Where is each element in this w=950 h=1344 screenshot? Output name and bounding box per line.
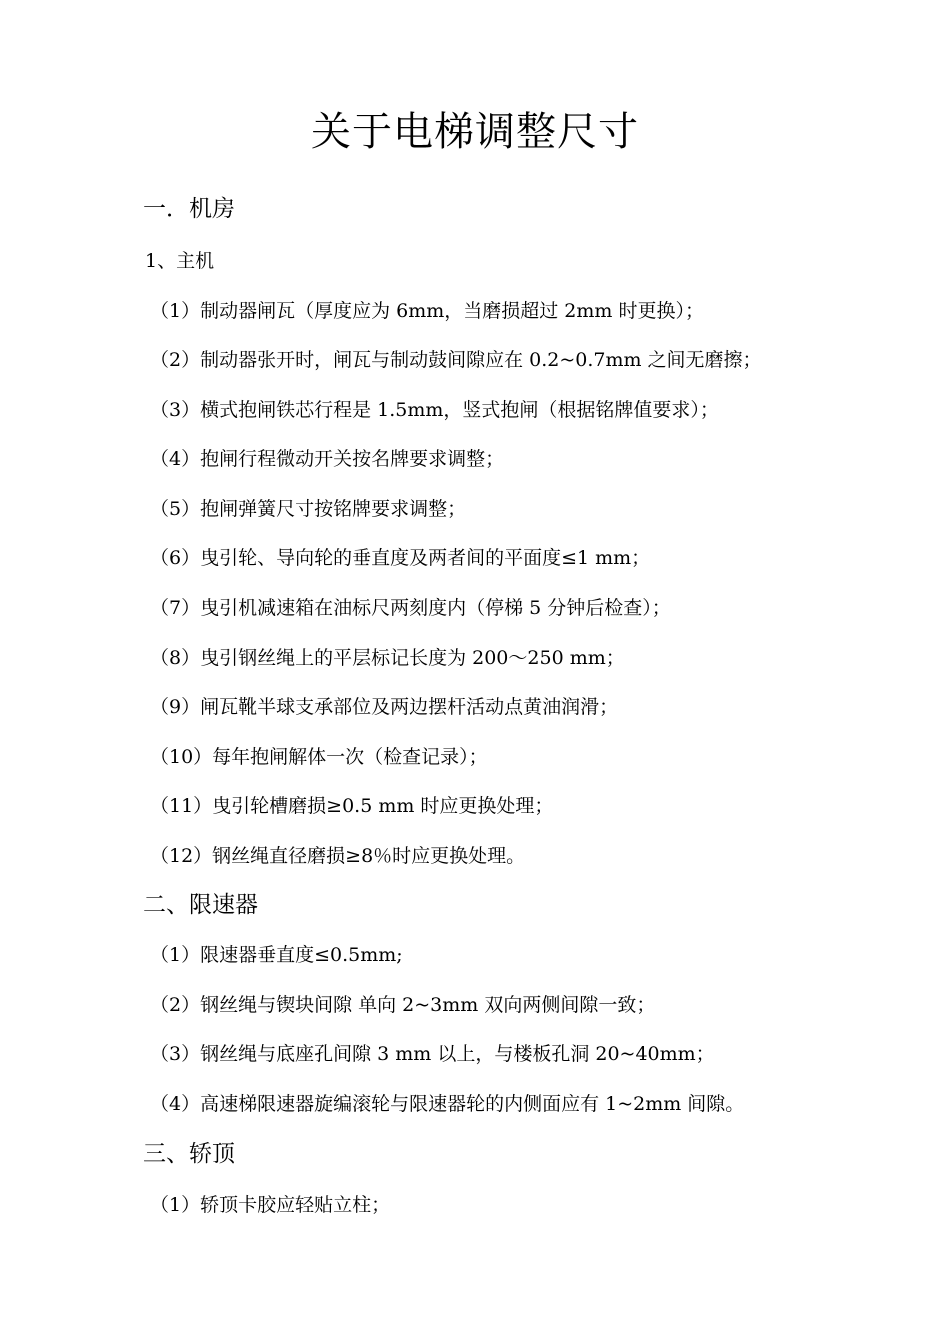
section-heading-machine-room: 一．机房 xyxy=(143,196,235,222)
list-item: （3）钢丝绳与底座孔间隙 3 mm 以上，与楼板孔洞 20~40mm； xyxy=(150,1043,715,1065)
list-item: （11）曳引轮槽磨损≥0.5 mm 时应更换处理； xyxy=(150,795,554,817)
list-item: （12）钢丝绳直径磨损≥8％时应更换处理。 xyxy=(150,845,526,867)
list-item: （5）抱闸弹簧尺寸按铭牌要求调整； xyxy=(150,498,467,520)
list-item: （4）抱闸行程微动开关按名牌要求调整； xyxy=(150,448,505,470)
list-item: （1）限速器垂直度≤0.5mm; xyxy=(150,944,403,966)
section-heading-speed-governor: 二、限速器 xyxy=(143,892,258,918)
section-heading-car-top: 三、轿顶 xyxy=(143,1141,235,1167)
list-item: （2）制动器张开时，闸瓦与制动鼓间隙应在 0.2~0.7mm 之间无磨擦； xyxy=(150,349,762,371)
list-item: （3）横式抱闸铁芯行程是 1.5mm，竖式抱闸（根据铭牌值要求）； xyxy=(150,399,719,421)
list-item: （4）高速梯限速器旋编滚轮与限速器轮的内侧面应有 1~2mm 间隙。 xyxy=(150,1093,745,1115)
list-item: （7）曳引机减速箱在油标尺两刻度内（停梯 5 分钟后检查）； xyxy=(150,597,671,619)
list-item: （8）曳引钢丝绳上的平层标记长度为 200～250 mm； xyxy=(150,647,625,669)
list-item: （6）曳引轮、导向轮的垂直度及两者间的平面度≤1 mm； xyxy=(150,547,651,569)
list-item: （1）轿顶卡胶应轻贴立柱； xyxy=(150,1194,391,1216)
subsection-heading-main-machine: 1、主机 xyxy=(145,250,215,272)
list-item: （2）钢丝绳与锲块间隙 单向 2~3mm 双向两侧间隙一致； xyxy=(150,994,656,1016)
list-item: （10）每年抱闸解体一次（检查记录）； xyxy=(150,746,488,768)
page-title: 关于电梯调整尺寸 xyxy=(311,109,639,155)
list-item: （9）闸瓦靴半球支承部位及两边摆杆活动点黄油润滑； xyxy=(150,696,619,718)
list-item: （1）制动器闸瓦（厚度应为 6mm，当磨损超过 2mm 时更换）； xyxy=(150,300,704,322)
